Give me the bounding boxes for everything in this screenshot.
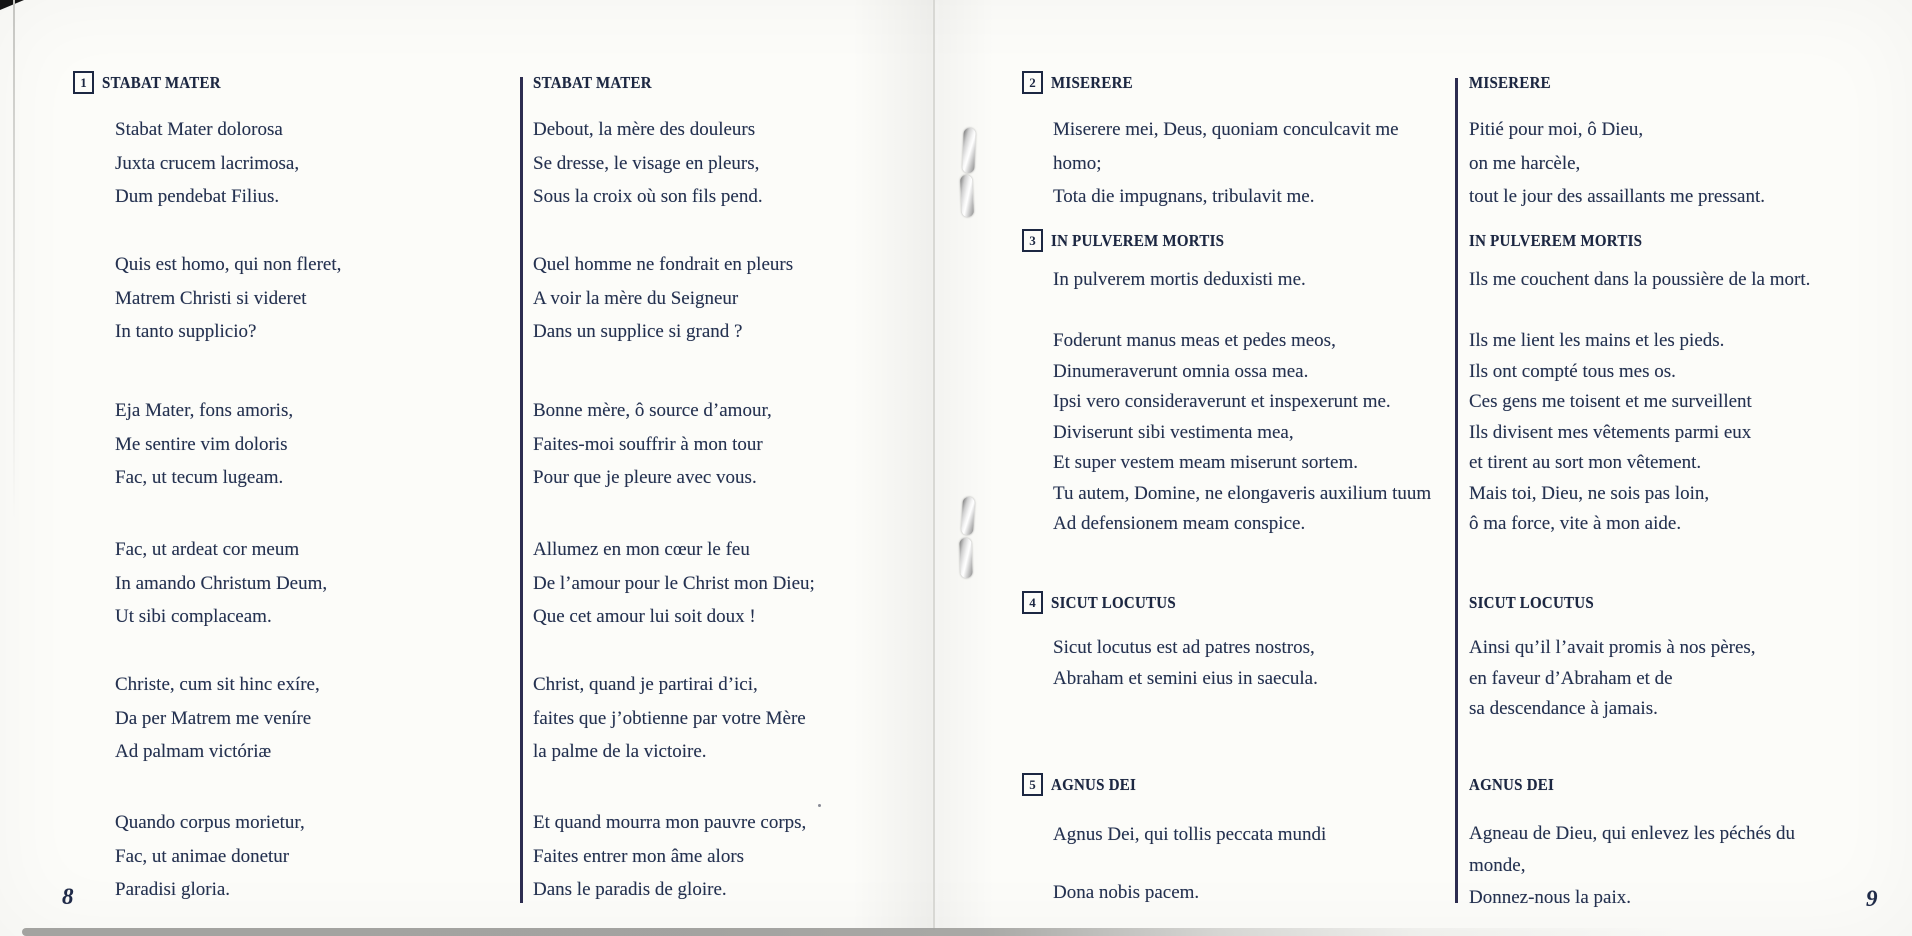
stanza [1469,818,1795,914]
text-line: sa descendance à jamais. [1469,698,1658,719]
track-title-in-pulverem-latin [1022,229,1248,252]
section-title: AGNUS DEI [1469,774,1555,794]
track-number: 2 [1029,74,1036,90]
scan-corner-mark [0,0,24,10]
text-line: Faites entrer mon âme alors [533,845,745,867]
text-line: Pour que je pleure avec vous. [533,467,757,488]
track-number-box [1022,71,1043,94]
text-line: Allumez en mon cœur le feu [533,539,750,560]
text-line: In amando Christum Deum, [115,572,328,594]
stanza [1053,326,1431,540]
text-line: Donnez-nous la paix. [1469,887,1631,908]
text-line: Ut sibi complaceam. [115,606,272,627]
staple-bottom-upper [961,497,975,536]
text-line: Ils me lient les mains et les pieds. [1469,330,1725,351]
section-title: SICUT LOCUTUS [1051,592,1176,612]
stanza [1469,633,1756,725]
text-line: Ils ont compté tous mes os. [1469,360,1676,382]
stanza [115,394,293,495]
stanza [1053,876,1199,910]
section-title: STABAT MATER [533,72,652,92]
track-number-box [1022,773,1043,796]
text-line: Ils divisent mes vêtements parmi eux [1469,421,1752,443]
stanza [533,248,793,349]
text-line: Pitié pour moi, ô Dieu, [1469,119,1644,140]
track-number-box [73,71,94,94]
track-number: 3 [1029,232,1036,248]
track-number: 4 [1029,594,1036,610]
track-title-sicut-locutus-french [1469,591,1611,614]
stanza [533,668,806,769]
text-line: In pulverem mortis deduxisti me. [1053,269,1306,290]
stanza [1469,113,1765,214]
track-title-miserere-french [1469,71,1562,94]
text-line: Matrem Christi si videret [115,287,307,309]
track-title-miserere-latin [1022,71,1144,94]
text-line: Dona nobis pacem. [1053,882,1200,903]
section-title: AGNUS DEI [1051,774,1137,794]
text-line: Foderunt manus meas et pedes meos, [1053,330,1336,351]
text-line: Dum pendebat Filius. [115,186,280,207]
text-line: Eja Mater, fons amoris, [115,400,294,421]
page-number-left: 8 [62,884,74,909]
stanza [533,113,763,214]
stanza [1469,326,1752,540]
text-line: on me harcèle, [1469,152,1581,174]
section-title: MISERERE [1051,72,1133,92]
text-line: Christe, cum sit hinc exíre, [115,674,320,695]
staple-top-upper [962,128,976,173]
track-title-agnus-dei-latin [1022,773,1148,796]
track-number: 5 [1029,776,1036,792]
stanza [1469,263,1810,297]
track-title-in-pulverem-french [1469,229,1666,252]
text-line: Quis est homo, qui non fleret, [115,254,342,275]
stanza [1053,263,1306,297]
text-line: Ils me couchent dans la poussière de la mort. [1469,269,1811,290]
track-title-agnus-dei-french [1469,773,1566,796]
column-divider-left-page [520,77,523,903]
section-title: IN PULVEREM MORTIS [1469,230,1643,250]
text-line: Fac, ut ardeat cor meum [115,539,300,560]
text-line: Da per Matrem me veníre [115,707,312,729]
text-line: Quando corpus morietur, [115,812,305,833]
staple-top-lower [960,175,974,218]
text-line: ô ma force, vite à mon aide. [1469,513,1682,534]
text-line: Ad palmam victóriæ [115,741,272,762]
text-line: Et super vestem meam miserunt sortem. [1053,452,1358,473]
text-line: Fac, ut tecum lugeam. [115,467,284,488]
text-line: Sicut locutus est ad patres nostros, [1053,637,1315,658]
text-line: Se dresse, le visage en pleurs, [533,152,760,174]
text-line: en faveur d’Abraham et de [1469,667,1673,689]
text-line: Agneau de Dieu, qui enlevez les péchés du [1469,823,1796,844]
gutter-shadow-left [852,0,934,930]
text-line: Dans le paradis de gloire. [533,879,727,900]
text-line: Dans un supplice si grand ? [533,321,743,342]
text-line: Dinumeraverunt omnia ossa mea. [1053,360,1309,382]
text-line: homo; [1053,152,1102,174]
text-line: monde, [1469,855,1526,876]
text-line: Agnus Dei, qui tollis peccata mundi [1053,824,1327,845]
text-line: Juxta crucem lacrimosa, [115,152,300,174]
track-number-box [1022,591,1043,614]
stanza [115,533,327,634]
text-line: tout le jour des assaillants me pressant. [1469,186,1766,207]
text-line: Stabat Mater dolorosa [115,119,283,140]
text-line: Abraham et semini eius in saecula. [1053,667,1318,689]
text-line: et tirent au sort mon vêtement. [1469,452,1702,473]
stanza [115,248,341,349]
text-line: Bonne mère, ô source d’amour, [533,400,772,421]
stanza [533,806,806,907]
section-title: IN PULVEREM MORTIS [1051,230,1225,250]
text-line: Ces gens me toisent et me surveillent [1469,391,1752,412]
text-line: Christ, quand je partirai d’ici, [533,674,758,695]
text-line: Diviserunt sibi vestimenta mea, [1053,421,1294,443]
ink-speck [818,804,821,807]
page-edge-crease [13,0,15,520]
text-line: Ad defensionem meam conspice. [1053,513,1306,534]
text-line: De l’amour pour le Christ mon Dieu; [533,572,815,594]
track-title-stabat-mater-french [533,71,668,94]
track-number: 1 [80,74,87,90]
text-line: Et quand mourra mon pauvre corps, [533,812,807,833]
staple-bottom-lower [959,538,972,578]
text-line: Miserere mei, Deus, quoniam conculcavit me [1053,119,1399,140]
text-line: Debout, la mère des douleurs [533,119,756,140]
stanza [115,806,305,907]
text-line: Me sentire vim doloris [115,433,288,455]
text-line: Tu autem, Domine, ne elongaveris auxilium tuum [1053,482,1432,504]
stanza [533,533,815,634]
text-line: Tota die impugnans, tribulavit me. [1053,186,1315,207]
text-line: Faites-moi souffrir à mon tour [533,433,763,455]
text-line: Quel homme ne fondrait en pleurs [533,254,794,275]
text-line: In tanto supplicio? [115,321,257,342]
stanza [115,113,299,214]
stanza [1053,113,1399,214]
text-line: Ainsi qu’il l’avait promis à nos pères, [1469,637,1756,658]
text-line: Paradisi gloria. [115,879,231,900]
text-line: la palme de la victoire. [533,741,707,762]
text-line: Fac, ut animae donetur [115,845,290,867]
stanza [1053,818,1326,852]
page-number-right: 9 [1866,886,1878,911]
track-title-stabat-mater-latin [73,71,237,94]
track-title-sicut-locutus-latin [1022,591,1193,614]
text-line: faites que j’obtienne par votre Mère [533,707,806,729]
section-title: MISERERE [1469,72,1551,92]
section-title: SICUT LOCUTUS [1469,592,1594,612]
section-title: STABAT MATER [102,72,221,92]
stanza [115,668,320,769]
column-divider-right-page [1455,78,1458,903]
stanza [1053,633,1318,694]
track-number-box [1022,229,1043,252]
text-line: Que cet amour lui soit doux ! [533,606,756,627]
scan-bottom-edge [22,928,1682,936]
text-line: Ipsi vero consideraverunt et inspexerunt me. [1053,391,1391,412]
text-line: Sous la croix où son fils pend. [533,186,763,207]
text-line: A voir la mère du Seigneur [533,287,739,309]
text-line: Mais toi, Dieu, ne sois pas loin, [1469,482,1710,504]
stanza [533,394,772,495]
